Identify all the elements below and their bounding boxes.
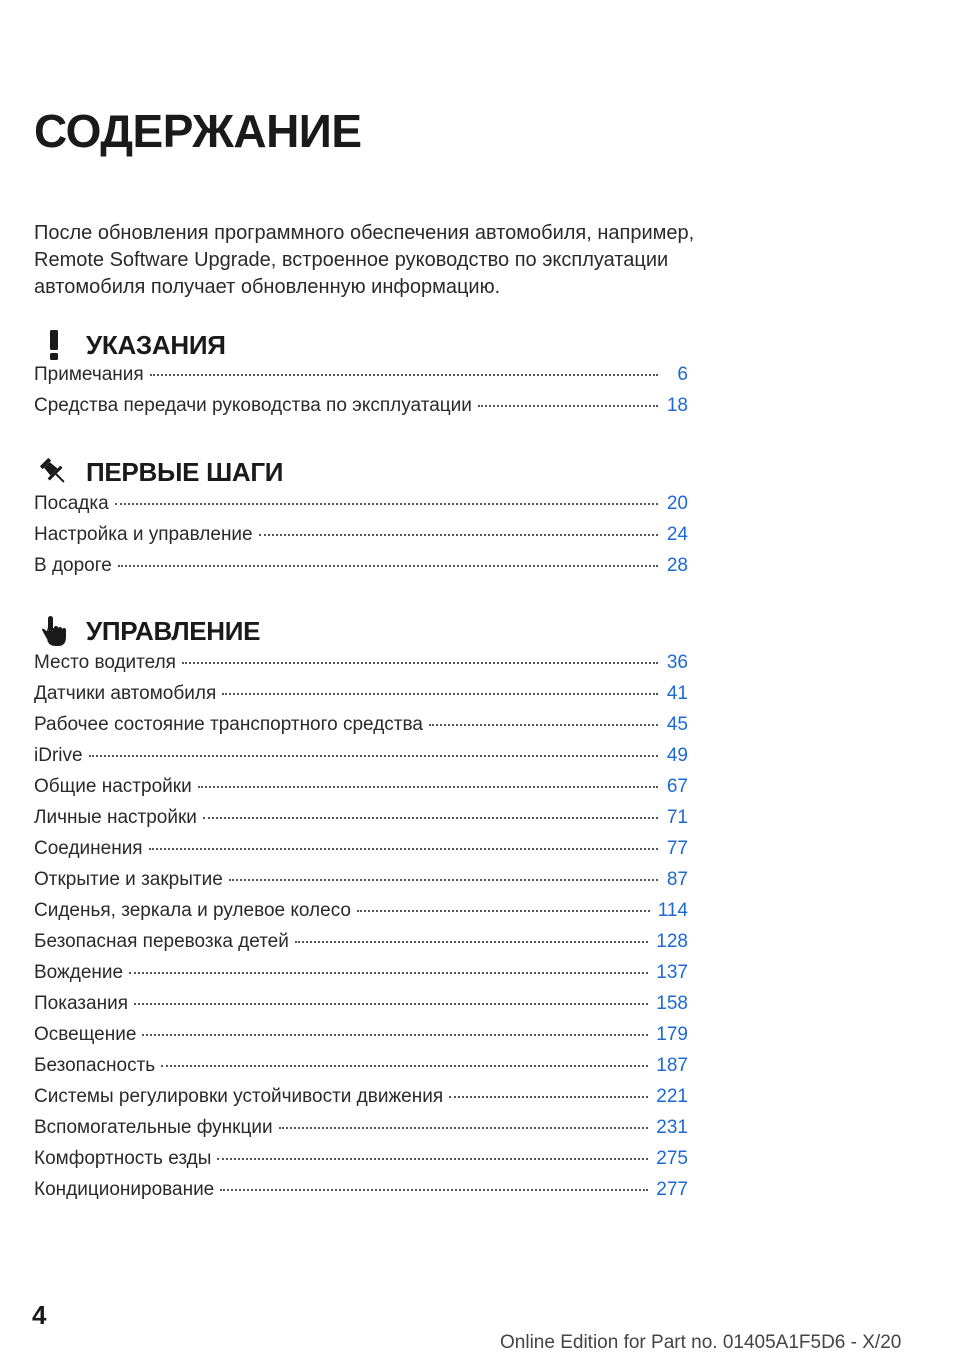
- dot-leader: [295, 941, 648, 943]
- toc-entry-page[interactable]: 71: [666, 807, 688, 828]
- toc-entry-title: Соединения: [34, 838, 143, 859]
- toc-entry-title: Сиденья, зеркала и рулевое колесо: [34, 900, 351, 921]
- toc-entry-title: Системы регулировки устойчивости движения: [34, 1086, 444, 1107]
- toc-entry-page[interactable]: 275: [656, 1148, 688, 1169]
- dot-leader: [220, 1189, 648, 1191]
- dot-leader: [182, 662, 658, 664]
- dot-leader: [222, 693, 658, 695]
- section-heading-first-steps: [34, 452, 283, 492]
- toc-entry-page[interactable]: 179: [656, 1024, 688, 1045]
- toc-entry-page[interactable]: 158: [656, 993, 688, 1014]
- toc-entry-title: Настройка и управление: [34, 524, 253, 545]
- toc-entry-page[interactable]: 67: [666, 776, 688, 797]
- toc-entry-title: Безопасность: [34, 1055, 156, 1076]
- toc-entry-page[interactable]: 277: [656, 1179, 688, 1200]
- toc-entry-title: Кондиционирование: [34, 1179, 215, 1200]
- section-heading-notes: [34, 325, 226, 365]
- toc-entry[interactable]: [34, 1148, 688, 1179]
- toc-entry[interactable]: [34, 524, 688, 555]
- dot-leader: [357, 910, 650, 912]
- section-heading-label: УПРАВЛЕНИЕ: [86, 615, 261, 646]
- toc-entry[interactable]: [34, 993, 688, 1024]
- toc-entry[interactable]: [34, 838, 688, 869]
- toc-entry[interactable]: [34, 555, 688, 586]
- dot-leader: [429, 724, 658, 726]
- dot-leader: [150, 374, 658, 376]
- toc-entry-page[interactable]: 221: [656, 1086, 688, 1107]
- toc-entry[interactable]: [34, 493, 688, 524]
- toc-entry-title: Безопасная перевозка детей: [34, 931, 289, 952]
- section-heading-controls: [34, 611, 260, 651]
- toc-entry-title: Общие настройки: [34, 776, 192, 797]
- footer-edition-note: Online Edition for Part no. 01405A1F5D6 - X/20: [500, 1332, 902, 1353]
- toc-entry-page[interactable]: 20: [666, 493, 688, 514]
- dot-leader: [129, 972, 648, 974]
- toc-entry-page[interactable]: 45: [666, 714, 688, 735]
- toc-entry-page[interactable]: 87: [666, 869, 688, 890]
- dot-leader: [118, 565, 658, 567]
- toc-entry-title: В дороге: [34, 555, 112, 576]
- toc-entry-title: iDrive: [34, 745, 83, 766]
- toc-entry-title: Комфортность езды: [34, 1148, 212, 1169]
- dot-leader: [115, 503, 658, 505]
- page-number: 4: [32, 1300, 47, 1330]
- toc-entry[interactable]: [34, 1179, 688, 1210]
- toc-entry-page[interactable]: 49: [666, 745, 688, 766]
- toc-entry[interactable]: [34, 395, 688, 426]
- dot-leader: [89, 755, 658, 757]
- dot-leader: [161, 1065, 648, 1067]
- toc-entry-title: Личные настройки: [34, 807, 197, 828]
- toc-entry[interactable]: [34, 776, 688, 807]
- toc-list-first-steps: [34, 493, 688, 586]
- dot-leader: [259, 534, 658, 536]
- dot-leader: [217, 1158, 648, 1160]
- toc-list-notes: [34, 364, 688, 426]
- dot-leader: [134, 1003, 648, 1005]
- toc-entry[interactable]: [34, 900, 688, 931]
- toc-entry[interactable]: [34, 807, 688, 838]
- dot-leader: [478, 405, 658, 407]
- toc-entry-page[interactable]: 24: [666, 524, 688, 545]
- section-heading-label: УКАЗАНИЯ: [86, 329, 226, 360]
- toc-entry-title: Место водителя: [34, 652, 176, 673]
- toc-entry-title: Рабочее состояние транспортного средства: [34, 714, 423, 735]
- section-heading-label: ПЕРВЫЕ ШАГИ: [86, 456, 284, 487]
- toc-entry-page[interactable]: 187: [656, 1055, 688, 1076]
- toc-entry[interactable]: [34, 364, 688, 395]
- dot-leader: [203, 817, 658, 819]
- toc-entry[interactable]: [34, 962, 688, 993]
- toc-entry[interactable]: [34, 652, 688, 683]
- toc-entry[interactable]: [34, 869, 688, 900]
- pointing-hand-icon: [34, 611, 74, 651]
- toc-entry-page[interactable]: 114: [657, 900, 688, 921]
- toc-entry-page[interactable]: 128: [656, 931, 688, 952]
- toc-entry-page[interactable]: 231: [656, 1117, 688, 1138]
- dot-leader: [198, 786, 658, 788]
- toc-entry-page[interactable]: 28: [666, 555, 688, 576]
- dot-leader: [449, 1096, 648, 1098]
- toc-entry-title: Освещение: [34, 1024, 137, 1045]
- intro-paragraph: После обновления программного обеспечения автомобиля, например, Remote Software Upgrade, встроенное руководство по эксплуатации автомобиля получает обновленную информацию.: [34, 222, 695, 298]
- toc-entry-page[interactable]: 41: [666, 683, 688, 704]
- toc-entry[interactable]: [34, 683, 688, 714]
- toc-entry-page[interactable]: 6: [677, 364, 688, 385]
- toc-entry[interactable]: [34, 745, 688, 776]
- dot-leader: [279, 1127, 649, 1129]
- toc-entry[interactable]: [34, 1117, 688, 1148]
- dot-leader: [229, 879, 658, 881]
- toc-entry-title: Средства передачи руководства по эксплуатации: [34, 395, 472, 416]
- toc-entry-page[interactable]: 77: [666, 838, 688, 859]
- toc-entry-title: Вождение: [34, 962, 124, 983]
- toc-entry[interactable]: [34, 1055, 688, 1086]
- toc-entry-title: Посадка: [34, 493, 109, 514]
- toc-entry-title: Датчики автомобиля: [34, 683, 217, 704]
- toc-entry-page[interactable]: 137: [656, 962, 688, 983]
- toc-entry[interactable]: [34, 931, 688, 962]
- pushpin-icon: [34, 452, 74, 492]
- toc-entry[interactable]: [34, 1024, 688, 1055]
- toc-entry-page[interactable]: 18: [666, 395, 688, 416]
- exclamation-icon: [34, 325, 74, 365]
- toc-entry-title: Примечания: [34, 364, 144, 385]
- toc-entry-title: Показания: [34, 993, 128, 1014]
- page-title: СОДЕРЖАНИЕ: [34, 105, 362, 157]
- toc-entry[interactable]: [34, 714, 688, 745]
- dot-leader: [142, 1034, 648, 1036]
- toc-entry-page[interactable]: 36: [666, 652, 688, 673]
- toc-entry-title: Вспомогательные функции: [34, 1117, 273, 1138]
- dot-leader: [149, 848, 658, 850]
- toc-entry-title: Открытие и закрытие: [34, 869, 223, 890]
- toc-list-controls: [34, 652, 688, 1210]
- toc-entry[interactable]: [34, 1086, 688, 1117]
